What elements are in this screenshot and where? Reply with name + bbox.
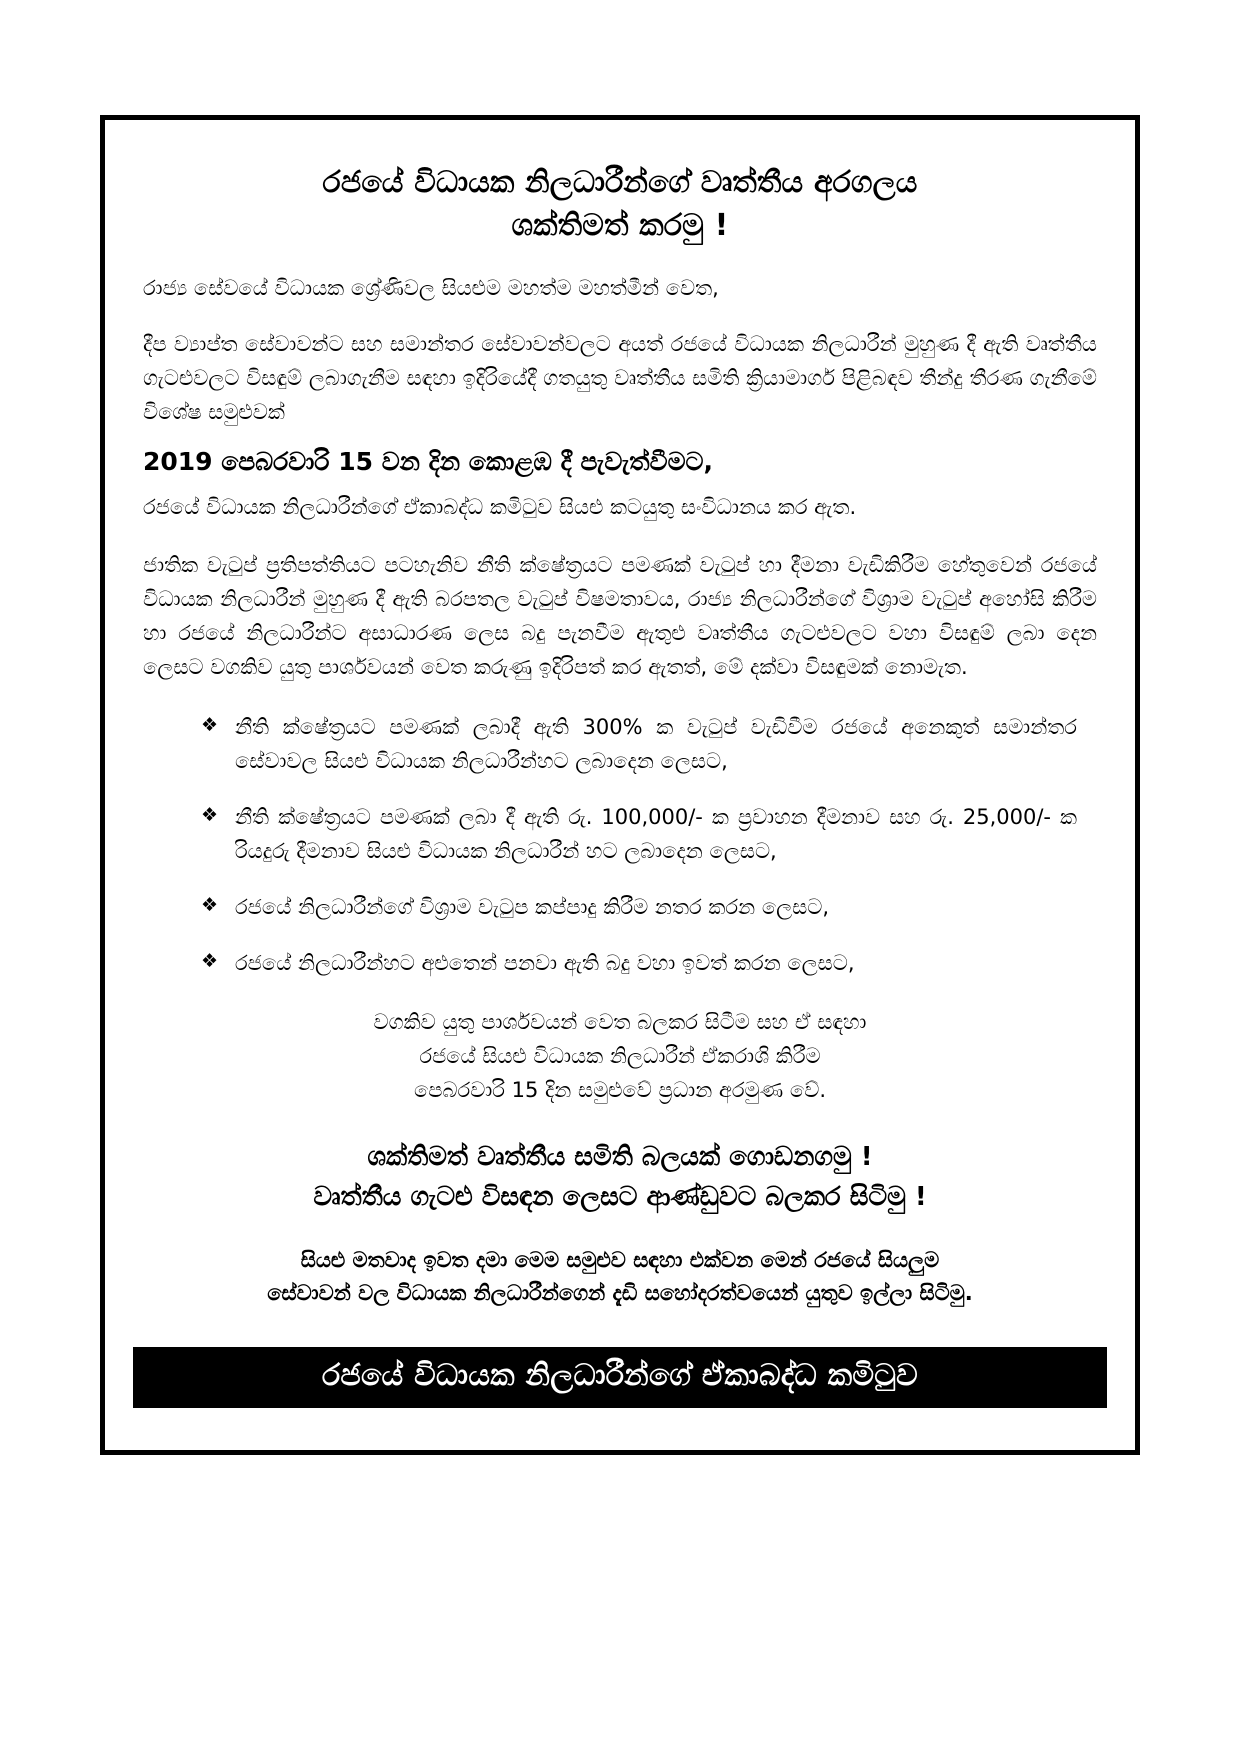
purpose-line-1: වගකිව යුතු පාර්ශවයන් වෙත බලකර සිටීම සහ ඒ සඳහා <box>373 1010 867 1035</box>
page-title <box>143 162 1097 247</box>
intro-block <box>143 327 1097 525</box>
slogan-line-1: ශක්තිමත් වෘත්තීය සමිති බලයක් ගොඩනගමු ! <box>367 1142 873 1173</box>
purpose-line-3: පෙබරවාරි 15 දින සමුළුවේ ප්‍රධාන අරමුණ වේ. <box>414 1077 826 1102</box>
footer-banner: රජයේ විධායක නිලධාරීන්ගේ ඒකාබද්ධ කමිටුව <box>133 1347 1107 1408</box>
closing-line-2: සේවාවන් වල විධායක නිලධාරීන්ගෙන් දැඩි සහෝදරත්වයෙන් යුතුව ඉල්ලා සිටිමු. <box>267 1281 973 1306</box>
diamond-bullet-icon: ❖ <box>201 950 219 973</box>
list-item-text: රජයේ නිලධාරීන්හට අළුතෙන් පනවා ඇති බදු වහා ඉවත් කරන ලෙසට, <box>235 951 855 976</box>
diamond-bullet-icon: ❖ <box>201 714 219 737</box>
purpose-line-2: රජයේ සියළු විධායක නිලධාරීන් ඒකරාශි කිරීම <box>419 1044 821 1068</box>
poster-content <box>105 120 1135 1311</box>
diamond-bullet-icon: ❖ <box>201 804 219 827</box>
title-line-1: රජයේ විධායක නිලධාරීන්ගේ වෘත්තීය අරගලය <box>322 165 918 200</box>
list-item <box>201 890 1077 924</box>
list-item-text: නීති ක්ෂේත්‍රයට පමණක් ලබාදී ඇති 300% ක වැටුප් වැඩිවීම රජයේ අනෙකුත් සමාන්තර සේවාවල සියළු විධායක නිලධාරීන්හට ලබාදෙන ලෙසට, <box>235 715 1077 774</box>
title-line-2: ශක්තිමත් කරමු ! <box>511 207 729 243</box>
slogan-block <box>143 1137 1097 1218</box>
paragraph-1-continued: රජයේ විධායක නිලධාරීන්ගේ ඒකාබද්ධ කමිටුව සියළු කටයුතු සංවිධානය කර ඇත. <box>143 495 857 520</box>
poster-page <box>100 115 1140 1455</box>
paragraph-1: දීප ව්‍යාප්ත සේවාවන්ට සහ සමාන්තර සේවාවන්වලට අයත් රජයේ විධායක නිලධාරීන් මුහුණ දී ඇති වෘත්තීය ගැටළුවලට විසඳුම් ලබාගැනීම සඳහා ඉදිරියේදී ගතයුතු වෘත්තීය සමිති ක්‍රියාමාර්ග පිළිබඳව තීන්දු තීරණ ගැනීමේ විශේෂ සමුළුවක් <box>143 331 1097 424</box>
demands-list <box>143 710 1097 980</box>
closing-block <box>153 1244 1087 1311</box>
closing-line-1: සියළු මතවාද ඉවත දමා මෙම සමුළුව සඳහා එක්වන මෙන් රජයේ සියලුම <box>300 1247 940 1272</box>
list-item-text: නීති ක්ෂේත්‍රයට පමණක් ලබා දී ඇති රු. 100,000/- ක ප්‍රවාහන දීමනාව සහ රු. 25,000/- ක රියදුරු දීමනාව සියළු විධායක නිලධාරීන් හට ලබාදෙන ලෙසට, <box>235 805 1077 864</box>
salutation-text: රාජ්‍ය සේවයේ විධායක ශ්‍රේණිවල සියළුම මහත්ම මහත්මීන් වෙත, <box>143 276 719 301</box>
list-item <box>201 710 1077 778</box>
purpose-block <box>143 1006 1097 1107</box>
list-item <box>201 946 1077 980</box>
slogan-line-2: වෘත්තීය ගැටළු විසඳන ලෙසට ආණ්ඩුවට බලකර සිටිමු ! <box>313 1182 927 1213</box>
diamond-bullet-icon: ❖ <box>201 894 219 917</box>
event-date-text: 2019 පෙබරවාරි 15 වන දින කොළඹ දී පැවැත්වීමට, <box>143 446 714 476</box>
paragraph-2: ජාතික වැටුප් ප්‍රතිපත්තියට පටහැනිව නීති ක්ෂේත්‍රයට පමණක් වැටුප් හා දීමනා වැඩිකිරීම හේතුවෙන් රජයේ විධායක නිලධාරීන් මුහුණ දී ඇති බරපතල වැටුප් විෂමතාවය, රාජ්‍ය නිලධාරීන්ගේ විශ්‍රාම වැටුප් අහෝසි කිරීම හා රජයේ නිලධාරීන්ට අසාධාරණ ලෙස බදු පැනවීම ඇතුළු වෘත්තීය ගැටළුවලට වහා විසඳුම් ලබා දෙන ලෙසට වගකිව යුතු පාර්ශවයන් වෙත කරුණු ඉදිරිපත් කර ඇතත්, මේ දක්වා විසඳුමක් නොමැත. <box>143 553 1097 680</box>
list-item-text: රජයේ නිලධාරීන්ගේ විශ්‍රාම වැටුප කප්පාදු කිරීම නතර කරන ලෙසට, <box>235 895 830 920</box>
list-item <box>201 800 1077 868</box>
